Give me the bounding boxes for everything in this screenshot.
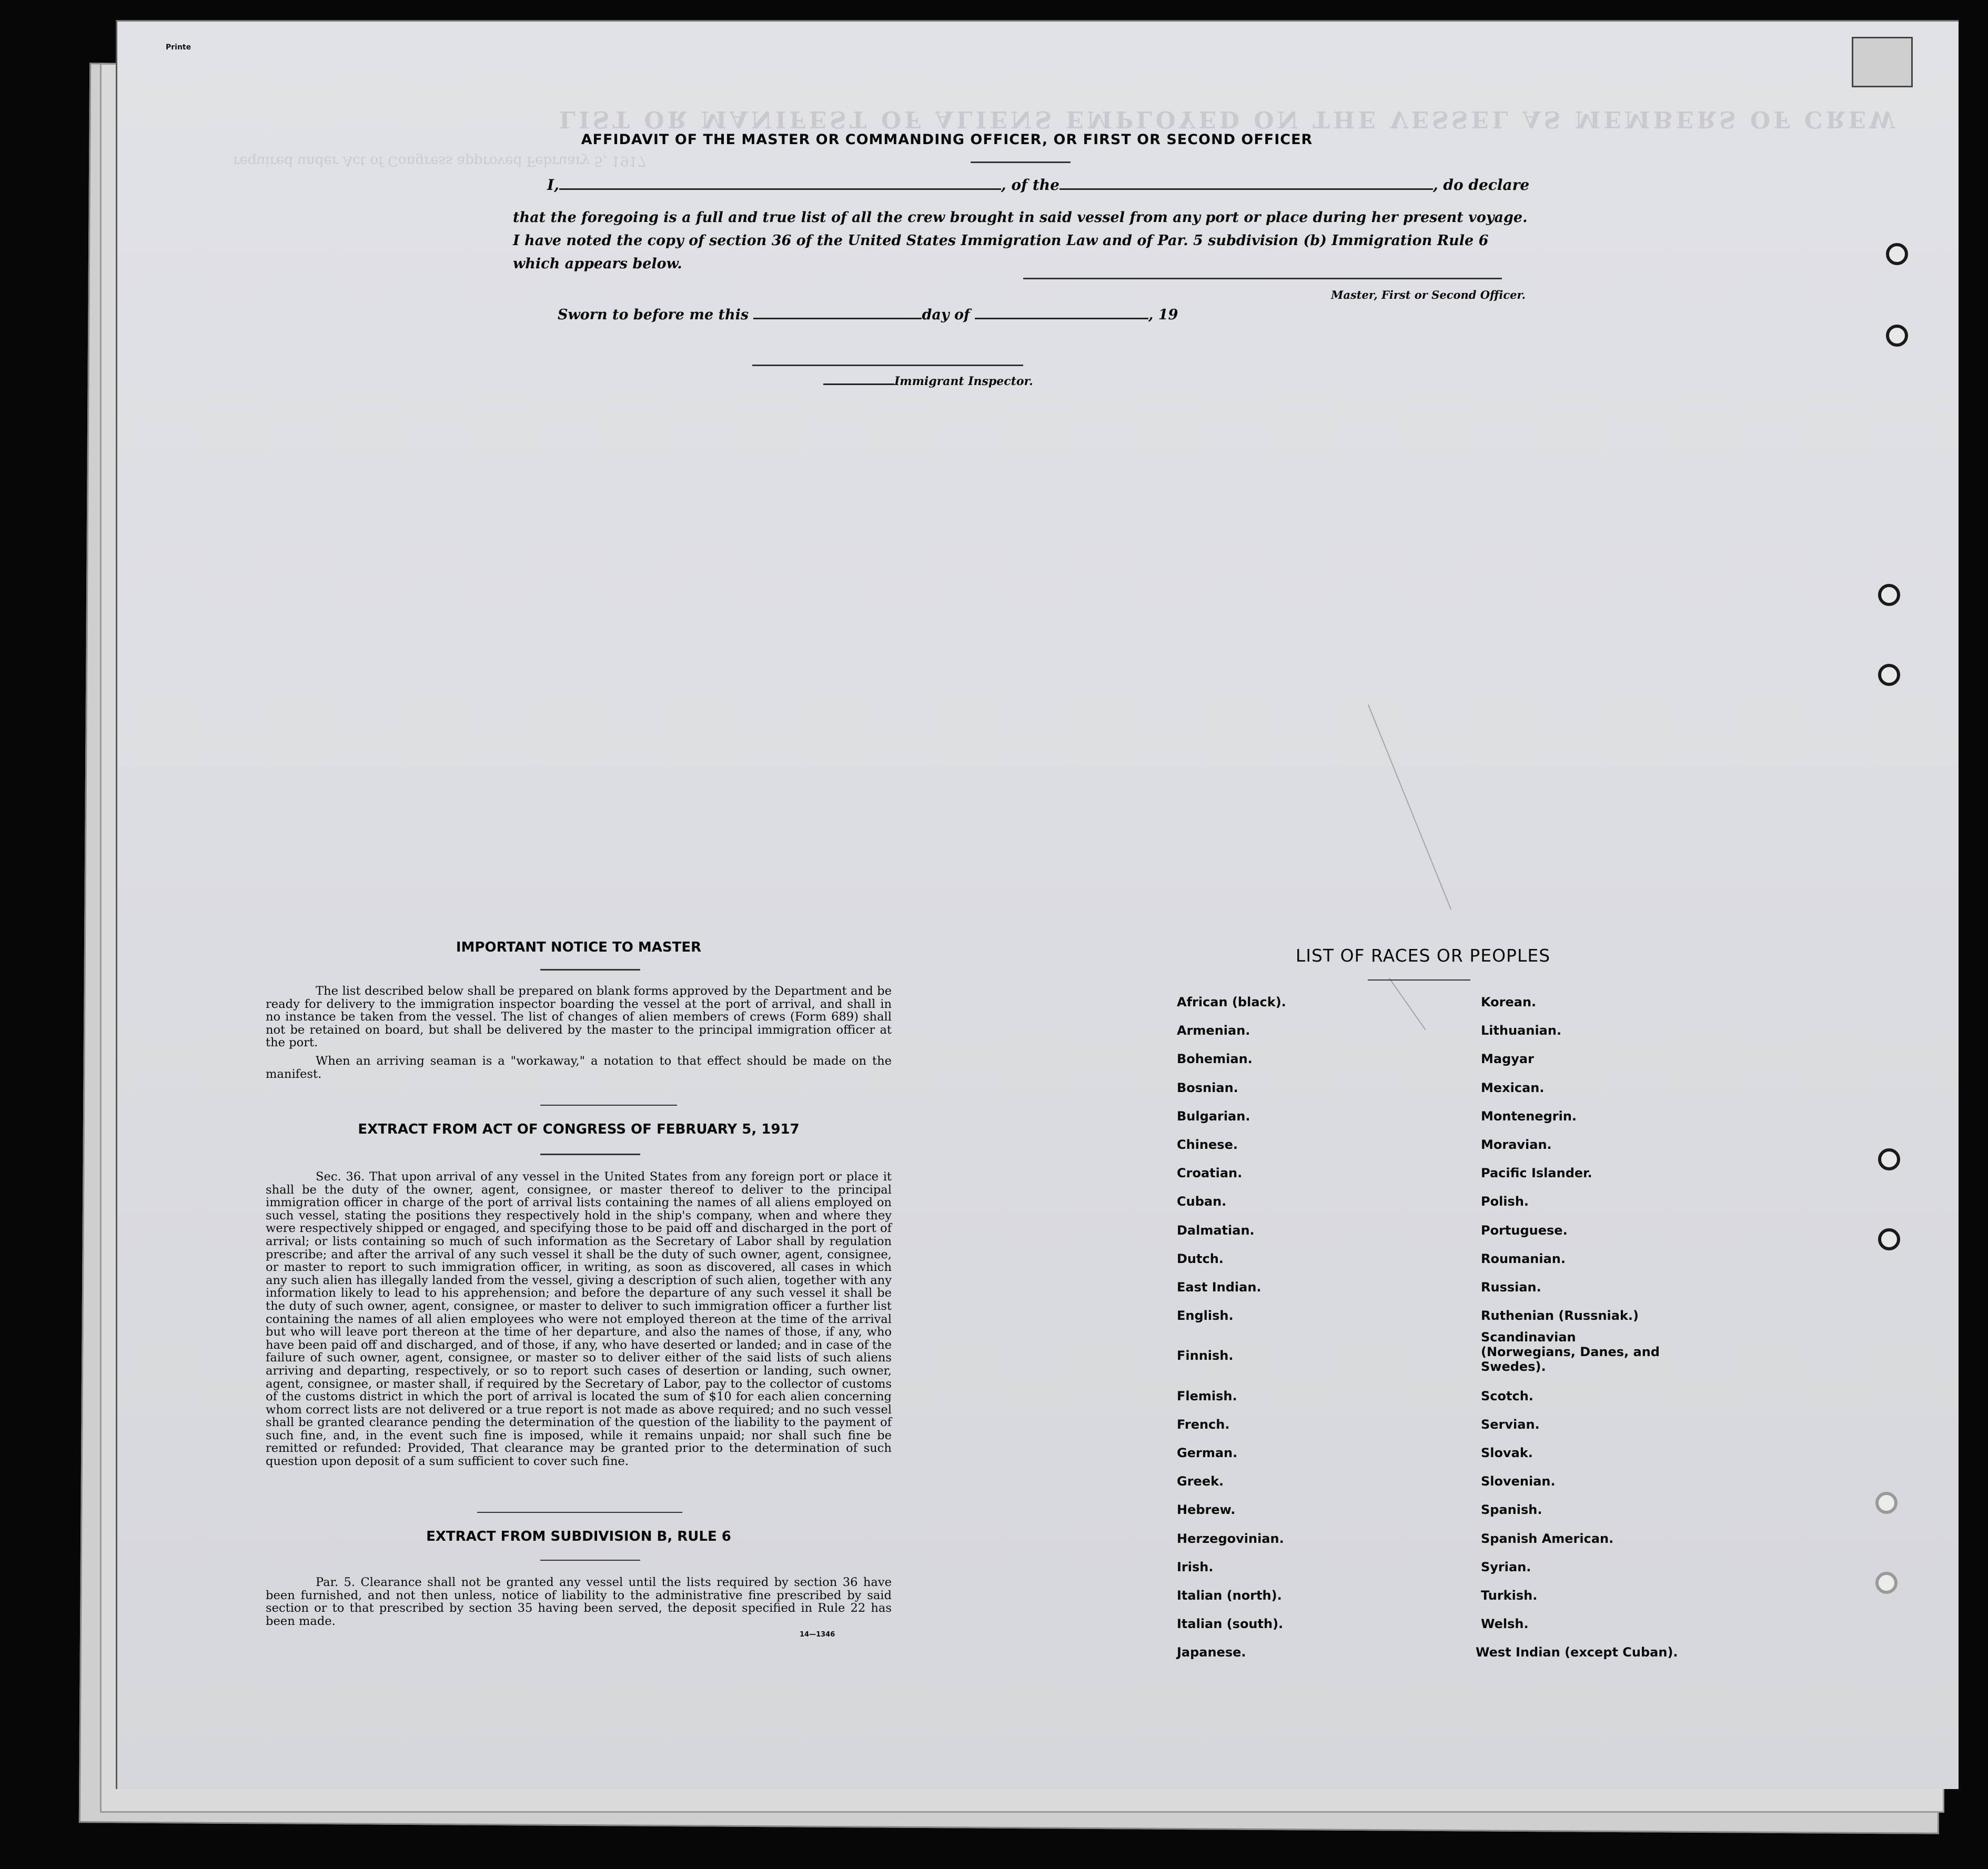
race-item: Mexican. — [1481, 1080, 1545, 1095]
edge-label: Printe — [166, 43, 191, 52]
signature-line[interactable] — [1023, 278, 1502, 279]
race-item: Scandinavian (Norwegians, Danes, and Swedes). — [1481, 1330, 1660, 1374]
race-item: Pacific Islander. — [1481, 1166, 1592, 1180]
notice-body — [266, 985, 892, 1080]
notice-title: IMPORTANT NOTICE TO MASTER — [456, 939, 702, 955]
race-item: Cuban. — [1177, 1194, 1227, 1209]
sworn-prefix: Sworn to before me this — [558, 307, 749, 323]
inspector-signature-line[interactable] — [752, 365, 1023, 366]
bleed-through-subline: required under Act of Congress approved February 5, 1917 — [233, 153, 647, 169]
race-item: Italian (south). — [1177, 1617, 1284, 1631]
sworn-year-prefix: , 19 — [1148, 307, 1178, 323]
inspector-row — [823, 375, 1033, 388]
divider — [971, 161, 1071, 163]
rule-paragraph-5: Par. 5. Clearance shall not be granted any vessel until the lists required by section 36 have been furnished, and not then unless, notice of liability to the administrative fine prescribed by said section or to that prescribed by section 35 having been served, the deposit specified in Rule 22 has been made. — [266, 1575, 892, 1628]
race-item: Servian. — [1481, 1417, 1540, 1432]
race-item: Slovenian. — [1481, 1474, 1556, 1489]
races-title: LIST OF RACES OR PEOPLES — [1295, 945, 1551, 966]
race-item: Syrian. — [1481, 1560, 1531, 1574]
race-item: Hebrew. — [1177, 1502, 1236, 1517]
declare-suffix: , do declare — [1432, 176, 1530, 194]
form-number: 14—1346 — [800, 1631, 835, 1639]
race-item: Dalmatian. — [1177, 1223, 1255, 1238]
race-item: Bulgarian. — [1177, 1109, 1250, 1124]
rule-title: EXTRACT FROM SUBDIVISION B, RULE 6 — [426, 1529, 731, 1544]
race-item: Roumanian. — [1481, 1251, 1566, 1266]
binder-hole — [1875, 1572, 1898, 1594]
sworn-line — [558, 307, 1178, 323]
manifest-back-page — [116, 20, 1959, 1789]
race-item: French. — [1177, 1417, 1230, 1432]
binder-hole — [1878, 664, 1900, 686]
divider — [540, 969, 640, 971]
race-item: East Indian. — [1177, 1280, 1262, 1295]
race-item: African (black). — [1177, 995, 1286, 1009]
signature-label: Master, First or Second Officer. — [1331, 288, 1526, 301]
declarant-name-field[interactable] — [559, 188, 1001, 190]
binder-hole — [1878, 584, 1900, 606]
act-section-36-text: Sec. 36. That upon arrival of any vessel in the United States from any foreign port or place it shall be the duty of the owner, agent, consignee, or master thereof to deliver to the principal immigration officer in charge of the port of arrival lists containing the names of all aliens employed on such vessel, stating the positions they respectively hold in the ship's company, when and where they were respectively shipped or engaged, and specifying those to be paid off and discharged in the port of arrival; or lists containing so much of such information as the Secretary of Labor shall by regulation prescribe; and after the arrival of any such vessel it shall be the duty of such owner, agent, consignee, or master to report to such immigration officer, in writing, as soon as discovered, all cases in which any such alien has illegally landed from the vessel, giving a description of such alien, together with any information likely to lead to his apprehension; and before the departure of any such vessel it shall be the duty of such owner, agent, consignee, or master to deliver to such immigration officer a further list containing the names of all alien employees who were not employed thereon at the time of the arrival but who will leave port thereon at the time of her departure, and also the names of those, if any, who have been paid off and discharged, and of those, if any, who have deserted or landed; and in case of the failure of such owner, agent, consignee, or master so to deliver either of the said lists of such aliens arriving and departing, respectively, or so to report such cases of desertion or landing, such owner, agent, consignee, or master shall, if required by the Secretary of Labor, pay to the collector of customs of the customs district in which the port of arrival is located the sum of $10 for each alien concerning whom correct lists are not delivered or a true report is not made as above required; and no such vessel shall be granted clearance pending the determination of the question of the liability to the payment of such fine, and, in the event such fine is imposed, while it remains unpaid; nor shall such fine be remitted or refunded: Provided, That clearance may be granted prior to the determination of such question upon deposit of a sum sufficient to cover such fine. — [266, 1170, 892, 1469]
race-item: German. — [1177, 1446, 1238, 1460]
race-item: Bohemian. — [1177, 1052, 1253, 1066]
race-item: Polish. — [1481, 1194, 1529, 1209]
affidavit-declaration: that the foregoing is a full and true list of all the crew brought in said vessel from any port or place during her present voyage. I have noted the copy of section 36 of the United States Immigration Law and of Par. 5 subdivision (b) Immigration Rule 6 which appears below. — [513, 209, 1528, 272]
divider — [1368, 979, 1470, 981]
race-item: English. — [1177, 1308, 1234, 1323]
race-item: Chinese. — [1177, 1137, 1238, 1152]
divider — [540, 1560, 640, 1561]
declarant-prefix: I, — [547, 176, 559, 194]
folded-corner — [1852, 37, 1913, 87]
notice-paragraph-1: The list described below shall be prepared on blank forms approved by the Department and be ready for delivery to the immigration inspector boarding the vessel at the port of arrival, and shall in no instance be taken from the vessel. The list of changes of alien members of crews (Form 689) shall not be retained on board, but shall be delivered by the master to the principal immigration officer at the port. — [266, 984, 892, 1050]
race-item: Greek. — [1177, 1474, 1224, 1489]
binder-hole — [1886, 243, 1908, 265]
act-body — [266, 1170, 892, 1468]
race-item: Croatian. — [1177, 1166, 1243, 1180]
divider — [540, 1105, 677, 1106]
race-item: Finnish. — [1177, 1348, 1234, 1363]
race-item: Turkish. — [1481, 1588, 1538, 1603]
act-title: EXTRACT FROM ACT OF CONGRESS OF FEBRUARY 5, 1917 — [358, 1122, 800, 1137]
binder-hole — [1878, 1228, 1900, 1250]
sworn-month-field[interactable] — [975, 318, 1148, 319]
bleed-through-header: LIST OR MANIFEST OF ALIENS EMPLOYED ON THE VESSEL AS MEMBERS OF CREW — [559, 106, 1899, 133]
race-item: Flemish. — [1177, 1389, 1237, 1403]
race-item: Russian. — [1481, 1280, 1541, 1295]
race-item: Ruthenian (Russniak.) — [1481, 1308, 1639, 1323]
inspector-initial-field[interactable] — [823, 383, 894, 385]
race-item: Korean. — [1481, 995, 1537, 1009]
vessel-name-field[interactable] — [1059, 188, 1433, 190]
race-item: Slovak. — [1481, 1446, 1533, 1460]
race-item: West Indian (except Cuban). — [1476, 1645, 1678, 1660]
race-item: Spanish American. — [1481, 1531, 1614, 1546]
race-item: Bosnian. — [1177, 1080, 1238, 1095]
binder-hole — [1875, 1492, 1898, 1514]
affidavit-title: AFFIDAVIT OF THE MASTER OR COMMANDING OFFICER, OR FIRST OR SECOND OFFICER — [581, 132, 1313, 148]
race-item: Dutch. — [1177, 1251, 1224, 1266]
rule-body — [266, 1576, 892, 1628]
binder-hole — [1878, 1148, 1900, 1170]
race-item: Welsh. — [1481, 1617, 1529, 1631]
notice-paragraph-2: When an arriving seaman is a "workaway," a notation to that effect should be made on the manifest. — [266, 1054, 892, 1081]
race-item: Armenian. — [1177, 1023, 1250, 1038]
race-item: Moravian. — [1481, 1137, 1552, 1152]
race-item: Italian (north). — [1177, 1588, 1282, 1603]
race-item: Lithuanian. — [1481, 1023, 1562, 1038]
binder-hole — [1886, 325, 1908, 347]
vessel-prefix: , of the — [1001, 176, 1059, 194]
race-item: Irish. — [1177, 1560, 1214, 1574]
race-item: Portuguese. — [1481, 1223, 1568, 1238]
divider — [540, 1154, 640, 1155]
divider — [477, 1512, 682, 1513]
sworn-day-field[interactable] — [753, 318, 922, 319]
race-item: Montenegrin. — [1481, 1109, 1577, 1124]
affidavit-declarant-line — [547, 176, 1529, 194]
race-item: Herzegovinian. — [1177, 1531, 1284, 1546]
race-item: Magyar — [1481, 1052, 1534, 1066]
race-item: Spanish. — [1481, 1502, 1542, 1517]
inspector-label: Immigrant Inspector. — [894, 375, 1033, 388]
race-item: Scotch. — [1481, 1389, 1533, 1403]
race-item: Japanese. — [1177, 1645, 1246, 1660]
sworn-day-of: day of — [922, 307, 970, 323]
